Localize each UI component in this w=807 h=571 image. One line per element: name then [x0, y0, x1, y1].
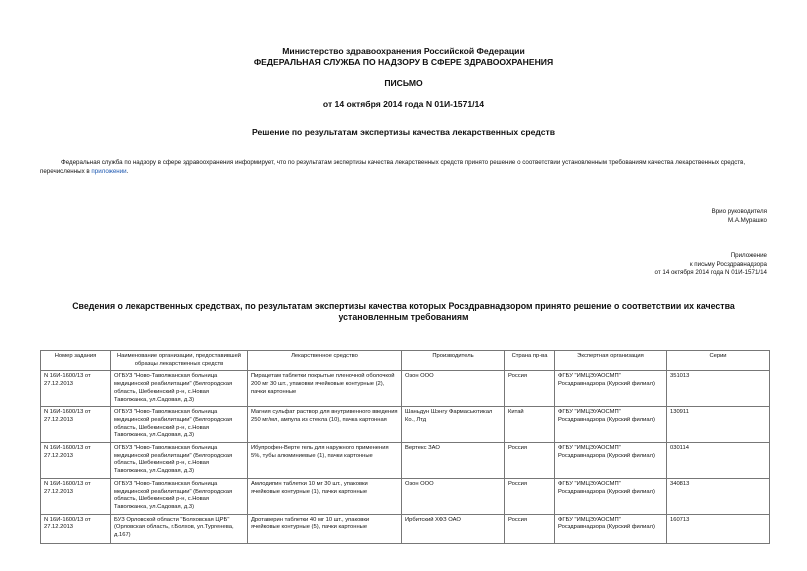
cell-series: 160713 [667, 514, 770, 543]
appendix-block [655, 252, 767, 278]
cell-num: N 16И-1600/13 от 27.12.2013 [41, 371, 111, 407]
body-text-end: . [126, 168, 129, 175]
appendix-link[interactable]: приложении [91, 168, 127, 175]
cell-maker: Вертекс ЗАО [402, 443, 505, 479]
section-title: Сведения о лекарственных средствах, по результатам экспертизы качества которых Росздравнадзором принято решение о соответствии их качества установленным требованиям [72, 301, 735, 322]
col-header-country: Страна пр-ва [505, 351, 555, 371]
appendix-ref: к письму Росздравнадзора [689, 260, 767, 268]
cell-series: 030114 [667, 443, 770, 479]
signature-name: М.А.Мурашко [727, 216, 767, 224]
cell-org: ОГБУЗ "Ново-Таволжанская больница медицинской реабилитации" (Белгородская область, Шебекинский р-н, с.Новая Таволжанка, ул.Садовая, д.3) [111, 407, 248, 443]
table-row [41, 478, 770, 514]
cell-maker: Шаньдун Шэнгу Фармасьютикал Ко., Лтд [402, 407, 505, 443]
cell-drug: Дротаверин таблетки 40 мг 10 шт., упаковки ячейковые контурные (5), пачки картонные [248, 514, 402, 543]
cell-num: N 16И-1600/13 от 27.12.2013 [41, 443, 111, 479]
table-row [41, 371, 770, 407]
doc-date-number: от 14 октября 2014 года N 01И-1571/14 [322, 99, 485, 109]
cell-country: Россия [505, 371, 555, 407]
cell-expert: ФГБУ "ИМЦЭУАОСМП" Росздравнадзора (Курский филиал) [555, 371, 667, 407]
cell-maker: Озон ООО [402, 478, 505, 514]
cell-maker: Озон ООО [402, 371, 505, 407]
cell-series: 130911 [667, 407, 770, 443]
service-name: ФЕДЕРАЛЬНАЯ СЛУЖБА ПО НАДЗОРУ В СФЕРЕ ЗДРАВООХРАНЕНИЯ [253, 57, 554, 67]
table-row [41, 443, 770, 479]
cell-expert: ФГБУ "ИМЦЭУАОСМП" Росздравнадзора (Курский филиал) [555, 407, 667, 443]
col-header-expert: Экспертная организация [555, 351, 667, 371]
cell-series: 340813 [667, 478, 770, 514]
cell-country: Россия [505, 478, 555, 514]
cell-num: N 16И-1600/13 от 27.12.2013 [41, 407, 111, 443]
col-header-org: Наименование организации, предоставившей образцы лекарственных средств [111, 351, 248, 371]
cell-org: ОГБУЗ "Ново-Таволжанская больница медицинской реабилитации" (Белгородская область, Шебекинский р-н, с.Новая Таволжанка, ул.Садовая, д.3) [111, 443, 248, 479]
cell-country: Китай [505, 407, 555, 443]
cell-drug: Ибупрофен-Верте гель для наружного применения 5%, тубы алюминиевые (1), пачки картонные [248, 443, 402, 479]
table-row [41, 514, 770, 543]
appendix-title: Приложение [730, 252, 767, 259]
cell-org: ОГБУЗ "Ново-Таволжанская больница медицинской реабилитации" (Белгородская область, Шебекинский р-н, с.Новая Таволжанка, ул.Садовая, д.3) [111, 478, 248, 514]
col-header-num: Номер задания [41, 351, 111, 371]
appendix-date: от 14 октября 2014 года N 01И-1571/14 [654, 269, 767, 277]
table-header-row [41, 351, 770, 371]
doc-type: ПИСЬМО [384, 78, 423, 88]
col-header-series: Серии [667, 351, 770, 371]
cell-org: ОГБУЗ "Ново-Таволжанская больница медицинской реабилитации" (Белгородская область, Шебекинский р-н, с.Новая Таволжанка, ул.Садовая, д.3) [111, 371, 248, 407]
cell-expert: ФГБУ "ИМЦЭУАОСМП" Росздравнадзора (Курский филиал) [555, 478, 667, 514]
body-text: Федеральная служба по надзору в сфере здравоохранения информирует, что по результатам экспертизы качества лекарственных средств принято решение о соответствии установленным требованиям качества лекарственных средств, перечисленных в [40, 159, 746, 175]
cell-num: N 16И-1600/13 от 27.12.2013 [41, 478, 111, 514]
table-row [41, 407, 770, 443]
cell-drug: Пирацетам таблетки покрытые пленочной оболочкой 200 мг 30 шт., упаковки ячейковые контурные (2), пачки картонные [248, 371, 402, 407]
cell-maker: Ирбитский ХФЗ ОАО [402, 514, 505, 543]
cell-country: Россия [505, 443, 555, 479]
cell-drug: Магния сульфат раствор для внутривенного введения 250 мг/мл, ампула из стекла (10), пачка картонная [248, 407, 402, 443]
col-header-maker: Производитель [402, 351, 505, 371]
cell-drug: Амлодипин таблетки 10 мг 30 шт., упаковки ячейковые контурные (1), пачки картонные [248, 478, 402, 514]
col-header-drug: Лекарственное средство [248, 351, 402, 371]
cell-expert: ФГБУ "ИМЦЭУАОСМП" Росздравнадзора (Курский филиал) [555, 514, 667, 543]
drugs-table [40, 350, 770, 544]
cell-num: N 16И-1600/13 от 27.12.2013 [41, 514, 111, 543]
doc-subject: Решение по результатам экспертизы качества лекарственных средств [251, 127, 556, 137]
cell-country: Россия [505, 514, 555, 543]
signature-block [712, 208, 767, 225]
body-paragraph [40, 158, 770, 176]
cell-expert: ФГБУ "ИМЦЭУАОСМП" Росздравнадзора (Курский филиал) [555, 443, 667, 479]
cell-series: 351013 [667, 371, 770, 407]
ministry-name: Министерство здравоохранения Российской Федерации [282, 46, 525, 56]
signature-position: Врио руководителя [711, 208, 767, 215]
cell-org: БУЗ Орловской области "Болховская ЦРБ" (Орловская область, г.Болхов, ул.Тургенева, д.167) [111, 514, 248, 543]
